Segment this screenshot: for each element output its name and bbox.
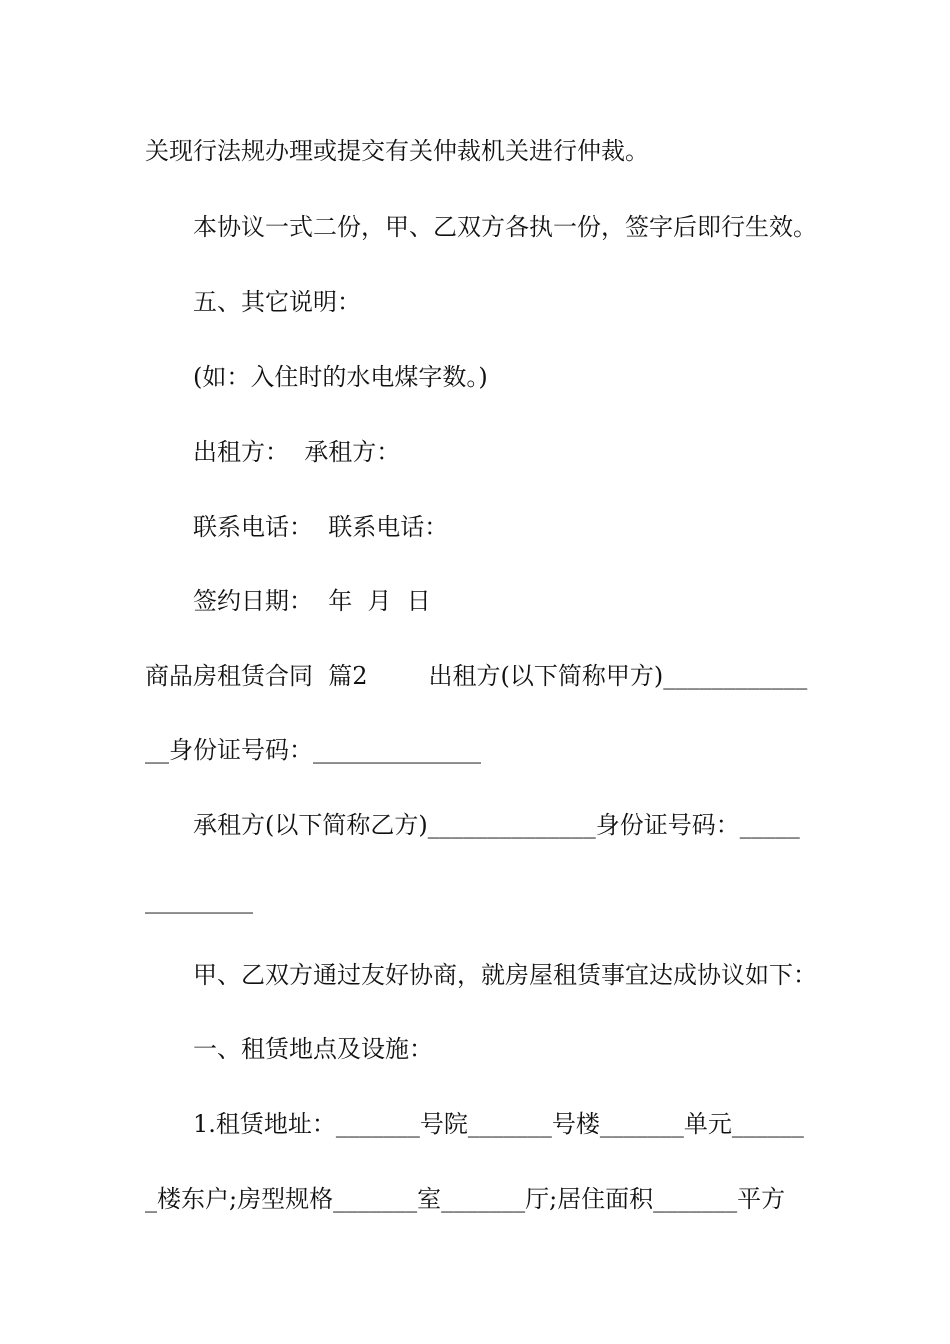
contact-phone-line: 联系电话： 联系电话： — [193, 513, 449, 541]
text-line-note-example: (如：入住时的水电煤字数。) — [193, 363, 488, 391]
rental-address-line: 1.租赁地址：_______号院_______号楼_______单元______ — [193, 1110, 804, 1138]
text-line-copies: 本协议一式二份，甲、乙双方各执一份，签字后即行生效。 — [193, 213, 817, 241]
agreement-intro-line: 甲、乙双方通过友好协商，就房屋租赁事宜达成协议如下： — [193, 961, 817, 989]
signing-date-line: 签约日期： 年 月 日 — [193, 587, 431, 615]
landlord-id-line: __身份证号码：______________ — [145, 736, 481, 764]
tenant-line: 承租方(以下简称乙方)______________身份证号码：_____ — [193, 811, 800, 839]
signature-parties-line: 出租方： 承租方： — [193, 438, 401, 466]
section-heading-location: 一、租赁地点及设施： — [193, 1035, 433, 1063]
room-spec-line: _楼东户;房型规格_______室_______厅;居住面积_______平方 — [145, 1185, 786, 1213]
text-line-arbitration: 关现行法规办理或提交有关仲裁机关进行仲裁。 — [145, 137, 649, 165]
contract-title-landlord-line: 商品房租赁合同 篇2 出租方(以下简称甲方)____________ — [145, 662, 808, 690]
tenant-id-blank-line: _________ — [145, 886, 253, 914]
section-heading-other-notes: 五、其它说明： — [193, 288, 361, 316]
